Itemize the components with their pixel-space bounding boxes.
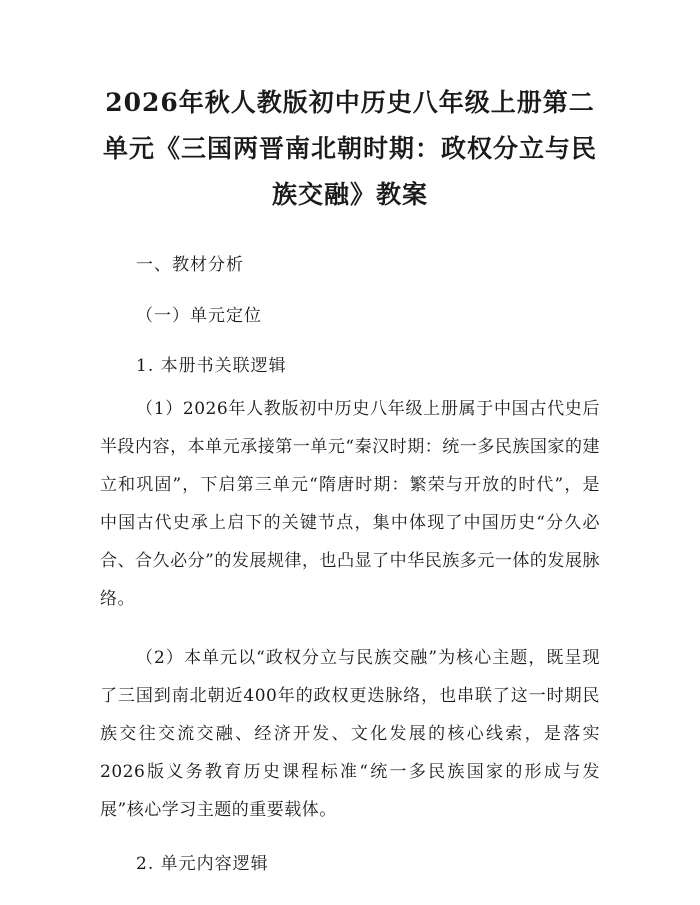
document-title: 2026年秋人教版初中历史八年级上册第二单元《三国两晋南北朝时期：政权分立与民族交融》教案: [102, 88, 597, 209]
body-paragraph: （2）本单元以“政权分立与民族交融”为核心主题，既呈现了三国到南北朝近400年的政权更迭脉络，也串联了这一时期民族交往交流交融、经济开发、文化发展的核心线索，是落实2026版义务教育历史课程标准“统一多民族国家的形成与发展”核心学习主题的重要载体。: [100, 648, 600, 820]
item-heading-unit-content-logic: 2. 单元内容逻辑: [136, 854, 269, 874]
section-heading-teaching-material-analysis: 一、教材分析: [136, 255, 244, 275]
body-paragraph: （1）2026年人教版初中历史八年级上册属于中国古代史后半段内容，本单元承接第一单元“秦汉时期：统一多民族国家的建立和巩固”，下启第三单元“隋唐时期：繁荣与开放的时代”，是中国古代史承上启下的关键节点，集中体现了中国历史“分久必合、合久必分”的发展规律，也凸显了中华民族多元一体的发展脉络。: [100, 399, 600, 609]
item-heading-book-logic: 1. 本册书关联逻辑: [136, 356, 287, 376]
subsection-heading-unit-positioning: （一）单元定位: [136, 306, 262, 326]
